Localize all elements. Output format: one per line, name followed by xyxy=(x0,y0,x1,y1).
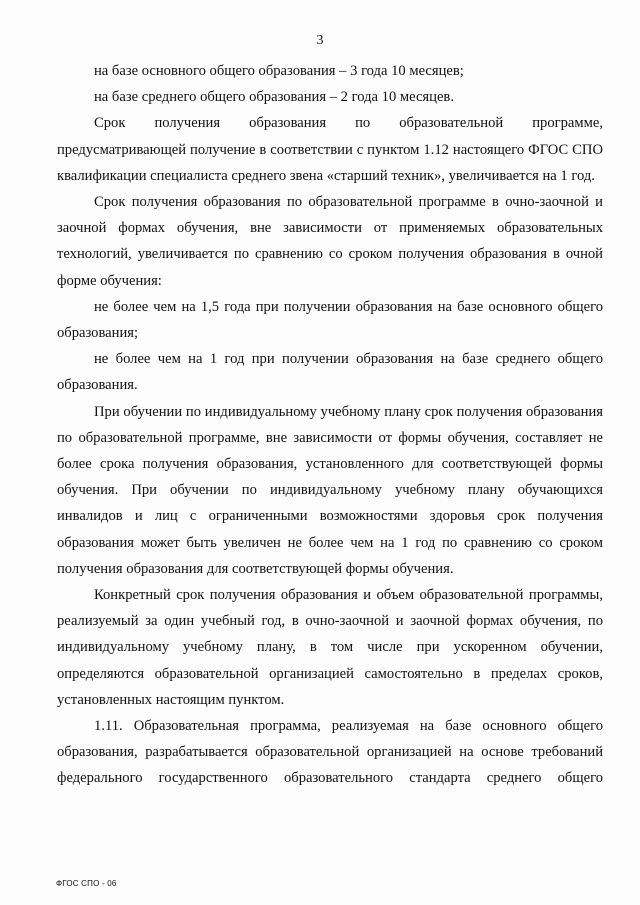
paragraph-duration-basic: на базе основного общего образования – 3 года 10 месяцев; xyxy=(94,63,464,79)
paragraph-senior-technician: Срок получения образования по образовательной программе, предусматривающей получение в соответствии с пунктом 1.12 настоящего ФГОС СПО квалификации специалиста среднего звена «старший техник», увеличивается на 1 год. xyxy=(57,115,603,184)
document-footer-code: ФГОС СПО - 06 xyxy=(56,879,117,888)
paragraph-individual-plan: При обучении по индивидуальному учебному плану срок получения образования по образовательной программе, вне зависимости от формы обучения, составляет не более срока получения образования, установленного для соответствующей формы обучения. При обучении по индивидуальному учебному плану обучающихся инвалидов и лиц с ограниченными возможностями здоровья срок получения образования может быть увеличен не более чем на 1 год по сравнению со сроком получения образования для соответствующей формы обучения. xyxy=(57,403,603,577)
document-body xyxy=(57,58,603,792)
paragraph-part-time-forms: Срок получения образования по образовательной программе в очно-заочной и заочной формах обучения, вне зависимости от применяемых образовательных технологий, увеличивается по сравнению со сроком получения образования в очной форме обучения: xyxy=(57,194,603,289)
paragraph-specific-duration: Конкретный срок получения образования и объем образовательной программы, реализуемый за один учебный год, в очно-заочной и заочной формах обучения, по индивидуальному учебному плану, в том числе при ускоренном обучении, определяются образовательной организацией самостоятельно в пределах сроков, установленных настоящим пунктом. xyxy=(57,587,603,708)
paragraph-section-1-11: 1.11. Образовательная программа, реализуемая на базе основного общего образования, разрабатывается образовательной организацией на основе требований федерального государственного образовательного стандарта среднего общего xyxy=(57,718,603,787)
paragraph-duration-secondary: на базе среднего общего образования – 2 года 10 месяцев. xyxy=(94,89,454,106)
paragraph-increase-secondary: не более чем на 1 год при получении образования на базе среднего общего образования. xyxy=(57,351,603,394)
page-number: 3 xyxy=(316,33,324,48)
paragraph-increase-basic: не более чем на 1,5 года при получении образования на базе основного общего образования; xyxy=(57,298,603,342)
